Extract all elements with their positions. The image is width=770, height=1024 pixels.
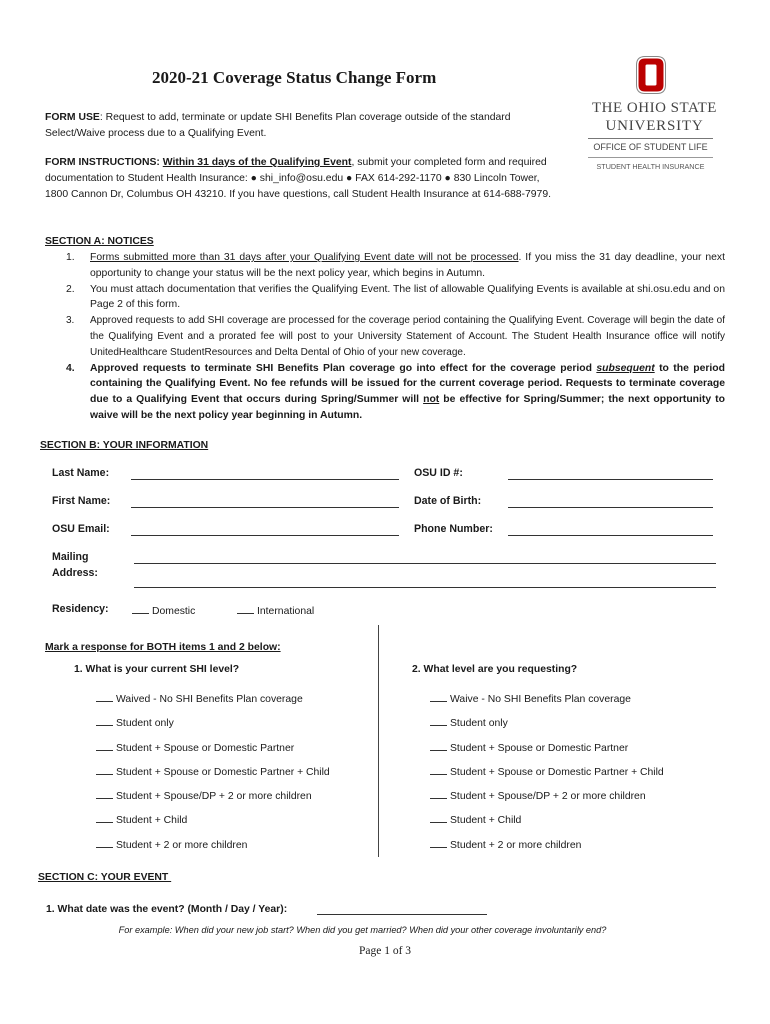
osu-block-o-logo xyxy=(636,56,666,94)
option-label: Student only xyxy=(116,718,174,729)
option-label: Student + Spouse or Domestic Partner xyxy=(450,743,629,754)
current-level-option[interactable] xyxy=(96,715,174,729)
osu-id-label: OSU ID #: xyxy=(414,467,463,479)
section-c-heading: SECTION C: YOUR EVENT xyxy=(38,872,172,883)
first-name-label: First Name: xyxy=(52,495,111,507)
current-level-option[interactable] xyxy=(96,837,247,851)
option-label: Student + Spouse/DP + 2 or more children xyxy=(116,791,312,802)
checkbox-blank[interactable] xyxy=(96,837,113,848)
osu-email-label: OSU Email: xyxy=(52,523,110,535)
form-title: 2020-21 Coverage Status Change Form xyxy=(152,68,437,87)
phone-field[interactable] xyxy=(508,535,713,536)
checkbox-blank[interactable] xyxy=(430,715,447,726)
option-label: Student + Spouse or Domestic Partner + Child xyxy=(450,767,664,778)
logo-divider xyxy=(588,138,713,139)
checkbox-blank[interactable] xyxy=(96,812,113,823)
requested-level-option[interactable] xyxy=(430,715,508,729)
levels-instruction: Mark a response for BOTH items 1 and 2 below: xyxy=(45,642,281,653)
dob-label: Date of Birth: xyxy=(414,495,482,507)
residency-domestic-option[interactable] xyxy=(132,603,195,617)
option-label: Student + Child xyxy=(450,815,522,826)
phone-label: Phone Number: xyxy=(414,523,493,535)
option-label: Student only xyxy=(450,718,508,729)
requested-level-question: 2. What level are you requesting? xyxy=(412,664,578,675)
form-use-paragraph xyxy=(45,110,560,142)
notice-number: 2. xyxy=(66,283,75,295)
page-number: Page 1 of 3 xyxy=(358,945,412,957)
event-date-question: 1. What date was the event? (Month / Day / Year): xyxy=(46,904,288,915)
checkbox-blank[interactable] xyxy=(430,812,447,823)
current-level-option[interactable] xyxy=(96,740,294,754)
notice-item xyxy=(45,361,725,424)
checkbox-blank[interactable] xyxy=(132,603,149,614)
current-level-option[interactable] xyxy=(96,812,187,826)
osu-id-field[interactable] xyxy=(508,479,713,480)
form-use-text: : Request to add, terminate or update SHI Benefits Plan coverage outside of the standard Select/Waive process due to a Qualifying Event. xyxy=(45,112,511,139)
notice-item xyxy=(45,250,725,282)
checkbox-blank[interactable] xyxy=(96,691,113,702)
checkbox-blank[interactable] xyxy=(430,691,447,702)
checkbox-blank[interactable] xyxy=(96,740,113,751)
section-a-heading: SECTION A: NOTICES xyxy=(45,236,154,247)
notice-number: 1. xyxy=(66,252,75,263)
requested-level-option[interactable] xyxy=(430,788,646,802)
residency-label: Residency: xyxy=(52,603,109,615)
checkbox-blank[interactable] xyxy=(96,788,113,799)
current-level-option[interactable] xyxy=(96,691,303,705)
option-label: Student + Spouse/DP + 2 or more children xyxy=(450,791,646,802)
requested-level-option[interactable] xyxy=(430,837,581,851)
logo-divider xyxy=(588,157,713,158)
notice-number: 3. xyxy=(66,315,75,327)
section-b-heading: SECTION B: YOUR INFORMATION xyxy=(40,440,209,451)
current-level-question: 1. What is your current SHI level? xyxy=(74,664,240,675)
requested-level-option[interactable] xyxy=(430,740,628,754)
notice-item xyxy=(45,282,725,314)
option-label: Student + Spouse or Domestic Partner + Child xyxy=(116,767,330,778)
mailing-address-field-line2[interactable] xyxy=(134,587,716,588)
current-level-option[interactable] xyxy=(96,764,330,778)
notice-text: . If you miss the 31 day deadline, your next opportunity to change your status will be the next policy year, which begins in Autumn. xyxy=(90,252,725,279)
dob-field[interactable] xyxy=(508,507,713,508)
form-use-label: FORM USE xyxy=(45,112,100,123)
first-name-field[interactable] xyxy=(131,507,399,508)
residency-domestic-label: Domestic xyxy=(152,606,196,617)
requested-level-option[interactable] xyxy=(430,691,631,705)
notice-emphasis: not xyxy=(423,394,440,406)
option-label: Waived - No SHI Benefits Plan coverage xyxy=(116,694,303,705)
notice-emphasis: subsequent xyxy=(596,362,655,374)
mailing-label-line1: Mailing xyxy=(52,551,89,563)
form-instructions-text: , submit your completed form and required documentation to Student Health Insurance: ● shi_info@osu.edu ● FAX 614-292-1170 ● 830 Lincoln Tower, 1800 Cannon Dr, Columbus OH 43210. If you have questions, call Student Health Insurance at 614-688-7979. xyxy=(45,157,552,200)
notice-text: be effective for Spring/Summer; the next opportunity to waive will be the next policy year beginning in Autumn. xyxy=(90,394,725,421)
notice-emphasis: Forms submitted more than 31 days after your Qualifying Event date will not be processed xyxy=(90,252,519,263)
notice-text: Approved requests to add SHI coverage are processed for the coverage period containing the Qualifying Event. Coverage will begin the date of the Qualifying Event and a prorated fee will post to your University Statement of Account. The Student Health Insurance office will notify UnitedHealthcare StudentResources and Delta Dental of Ohio of your new coverage. xyxy=(90,315,725,358)
office-name: OFFICE OF STUDENT LIFE xyxy=(593,142,708,152)
department-name: STUDENT HEALTH INSURANCE xyxy=(596,162,705,171)
notice-number: 4. xyxy=(66,362,75,374)
option-label: Waive - No SHI Benefits Plan coverage xyxy=(450,694,631,705)
last-name-label: Last Name: xyxy=(52,467,110,479)
option-label: Student + Child xyxy=(116,815,188,826)
notices-list xyxy=(45,250,725,424)
checkbox-blank[interactable] xyxy=(96,764,113,775)
option-label: Student + 2 or more children xyxy=(116,840,248,851)
option-label: Student + Spouse or Domestic Partner xyxy=(116,743,295,754)
event-date-field[interactable] xyxy=(317,914,487,915)
residency-international-option[interactable] xyxy=(237,603,314,617)
option-label: Student + 2 or more children xyxy=(450,840,582,851)
mailing-address-field-line1[interactable] xyxy=(134,563,716,564)
column-divider xyxy=(378,625,379,857)
requested-level-option[interactable] xyxy=(430,812,521,826)
checkbox-blank[interactable] xyxy=(96,715,113,726)
form-instructions-label: FORM INSTRUCTIONS: xyxy=(45,157,163,168)
notice-text: You must attach documentation that verifies the Qualifying Event. The list of allowable Qualifying Events is available at shi.osu.edu and on Page 2 of this form. xyxy=(90,283,725,311)
checkbox-blank[interactable] xyxy=(430,837,447,848)
university-name-line1: THE OHIO STATE xyxy=(592,100,717,116)
notice-text: Approved requests to terminate SHI Benefits Plan coverage go into effect for the coverage period xyxy=(90,362,597,374)
deadline-emphasis: Within 31 days of the Qualifying Event xyxy=(162,157,352,168)
residency-international-label: International xyxy=(257,606,315,617)
last-name-field[interactable] xyxy=(131,479,399,480)
notice-item xyxy=(45,313,725,360)
notice-text: to the period containing the Qualifying Event. No fee refunds will be issued for the current coverage period. Requests to terminate coverage due to a Qualifying Event that occurs during Spring/Summer will xyxy=(90,362,725,406)
checkbox-blank[interactable] xyxy=(430,764,447,775)
university-name-line2: UNIVERSITY xyxy=(605,118,704,134)
osu-email-field[interactable] xyxy=(131,535,399,536)
form-instructions-paragraph xyxy=(45,155,560,202)
requested-level-option[interactable] xyxy=(430,764,664,778)
current-level-option[interactable] xyxy=(96,788,312,802)
checkbox-blank[interactable] xyxy=(430,788,447,799)
event-example-text: For example: When did your new job start? When did you get married? When did your other coverage involuntarily end? xyxy=(118,925,607,935)
checkbox-blank[interactable] xyxy=(237,603,254,614)
checkbox-blank[interactable] xyxy=(430,740,447,751)
mailing-label-line2: Address: xyxy=(52,567,98,579)
